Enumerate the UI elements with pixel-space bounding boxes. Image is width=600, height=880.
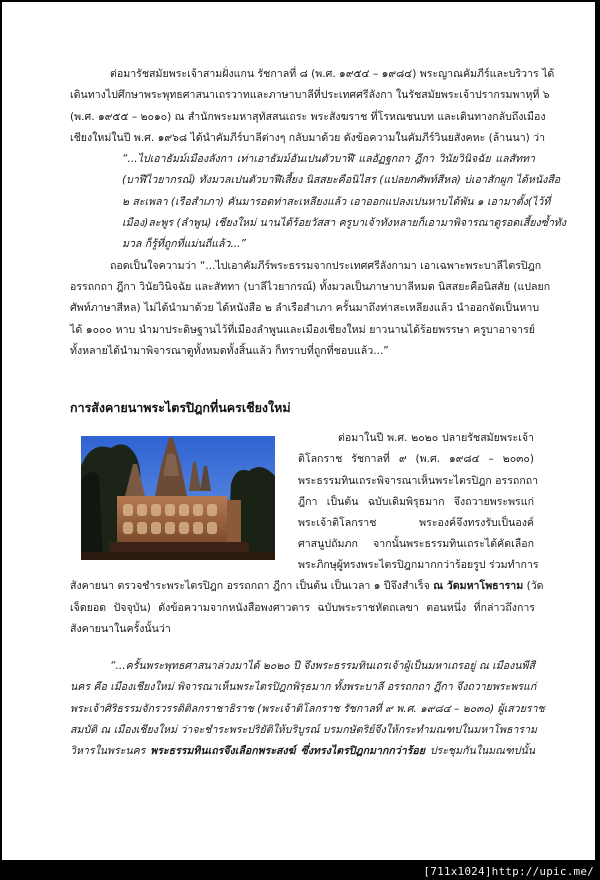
paragraph-2 [70,256,551,362]
text-line: ได้ ๑๐๐๐ หาบ นำมาประดิษฐานไว้ที่เมืองลำพูนและเมืองเชียงใหม่ ยาวนานได้ร้อยพรรษา ครูบาอาจารย์ [70,323,535,336]
watermark: [711x1024]http://upic.me/ [423,865,594,878]
chedi-photo [81,436,275,560]
quote-line: เมือง)ละพูร (ลำพูน) เชียงใหม่ นานได้ร้อยวัสสา ครูบาเจ้าทังหลายก็เอามาพิจารณาดูรอดเสี้ยงซ้ำทัง [122,217,567,230]
text-line: ต่อมารัชสมัยพระเจ้าสามฝั่งแกน รัชกาลที่ ๘ (พ.ศ. ๑๙๕๔ – ๑๙๘๔) พระญาณคัมภีร์และบริวาร ได้ [110,68,555,80]
quote-line: “...ครั้นพระพุทธศาสนาล่วงมาได้ ๒๐๒๐ ปี จึงพระธรรมทินเถรเจ้าผู้เป็นมหาเถรอยู่ ณ เมืองนพีสี [110,660,535,672]
side-paragraph [298,428,539,556]
text-line: เจ็ดยอด ปัจจุบัน) ดังข้อความจากหนังสือพงศาวดาร ฉบับพระราชหัตถเลขา ตอนหนึ่ง ที่กล่าวถึงการ [70,601,535,614]
text-line: ศัพท์ภาษาสีหล) ไม่ได้นำมาด้วย ได้หนังสือ ๒ ลำเรือสำเภา ครั้นมาถึงท่าสะเหลียงแล้ว นำออกจัดเป็นหาบ [70,302,540,315]
text-line: ฎีกา เป็นต้น ฉบับเดิมพิรุธมาก จึงถวายพระพรแก่ [298,495,534,508]
quote-line: (บาฬีไวยากรณ์) ทังมวลเปนตัวบาฬีเสี้ยง นิสสยะคือนิไสร (แปลยกศัพท์สีหล) บ่เอาสักผูก ได้หนังสือ [122,174,561,187]
text-line: ทั้งหลายได้นำมาพิจารณาดูทั้งหมดทั้งสิ้นแล้ว ก็ทราบที่ถูกที่ชอบแล้ว...” [70,344,389,357]
wat-name-emphasis: ณ วัดมหาโพธาราม [433,580,524,593]
text-segment: วิหารในพระนคร [70,745,151,758]
quote-line: พระเจ้าศิริธรรมจักรวรรดิติลกราชาธิราช (พระเจ้าติโลกราช รัชกาลที่ ๙ พ.ศ. ๑๙๘๔ – ๒๐๓๐) ผู้เสวยราช [70,702,545,715]
text-line: ถอดเป็นใจความว่า “...ไปเอาคัมภีร์พระธรรมจากประเทศศรีลังกามา เอาเฉพาะพระบาลีไตรปิฎก [110,259,542,272]
quote-line: มวล ก็รู้ที่ถูกที่แม่นถี่แล้ว...” [122,238,247,251]
quote-line: ๒ สะเพลา (เรือสำเภา) คันมารอดท่าสะเหลียงแล้ว เอาออกแปลงเปนหาบได้พัน ๑ เอามาตั้ง(ไว้ที่ [122,195,551,208]
text-line: ศาสนูปถัมภก จากนั้นพระธรรมทินเถระได้คัดเลือก [298,538,534,551]
text-line: ติโลกราช รัชกาลที่ ๙ (พ.ศ. ๑๙๘๔ – ๒๐๓๐) [298,453,534,466]
quote-block-2 [70,656,545,762]
paragraph-1 [70,64,567,362]
text-segment: ประชุมกันในมณฑปนั้น [424,745,535,758]
quote-line [70,741,535,762]
text-line: สังคายนาในครั้งนั้นว่า [70,622,171,635]
section-heading: การสังคายนาพระไตรปิฎกที่นครเชียงใหม่ [70,400,291,415]
text-line: พระภิกษุผู้ทรงพระไตรปิฎกมากกว่าร้อยรูป ร่วมทำการ [298,559,539,571]
text-line: (พ.ศ. ๑๙๕๕ – ๒๐๑๐) ณ สำนักพระมหาสุทัสสนเถระ พระสังฆราช ที่โรหณชนบท และเดินทางกลับถึงเมือง [70,110,546,123]
text-segment: สังคายนา ตรวจชำระพระไตรปิฎก อรรถกถา ฎีกา เป็นต้น เป็นเวลา ๑ ปีจึงสำเร็จ [70,580,434,593]
text-line: อรรถกถา ฎีกา วินัยวินิจฉัย และสัททา (บาลีไวยากรณ์) ทั้งมวลเป็นภาษาบาลีหมด นิสสยะคือนิสสัย (แปลยก [70,280,551,293]
quote-emphasis: พระธรรมทินเถรจึงเลือกพระสงฆ์ ซึ่งทรงไตรปิฎกมากกว่าร้อย [150,745,425,758]
lower-paragraph [70,555,544,640]
text-line: พระเจ้าติโลกราช พระองค์จึงทรงรับเป็นองค์ [298,517,534,530]
chedi-photo-icon [81,436,275,560]
text-line: ต่อมาในปี พ.ศ. ๒๐๒๐ ปลายรัชสมัยพระเจ้า [338,432,534,444]
text-line: เดินทางไปศึกษาพระพุทธศาสนาเถรวาทและภาษาบาลีที่ประเทศศรีลังกา ในรัชสมัยพระเจ้าปรากรมพาหุที่ ๖ [70,89,550,102]
quote-block-1 [70,149,567,255]
text-line: เชียงใหม่ในปี พ.ศ. ๑๙๖๘ ได้นำคัมภีร์บาลีต่างๆ กลับมาด้วย ดังข้อความในคัมภีร์วินยสังคหะ (ล้านนา) ว่า [70,131,546,144]
quote-line: นคร คือ เมืองเชียงใหม่ พิจารณาเห็นพระไตรปิฎกพิรุธมาก ทั้งพระบาลี อรรถกถา ฎีกา จึงถวายพระพรแก่ [70,681,537,694]
text-line [70,576,544,597]
quote-line: “...ไปเอาธัมม์เมืองลังกา เท่าเอาธัมม์อันเปนตัวบาฬี แลอัฏฐกถา ฎีกา วินัยวินิจฉัย แลสัททา [122,153,535,166]
text-line: พระธรรมทินเถระพิจารณาเห็นพระไตรปิฎก อรรถกถา [298,474,539,487]
text-segment: (วัด [523,580,544,593]
quote-line: สมบัติ ณ เมืองเชียงใหม่ ว่าจะชำระพระปริยัติให้บริบูรณ์ บรมกษัตริย์จึงให้กระทำมณฑปในมหาโพธาราม [70,723,538,736]
